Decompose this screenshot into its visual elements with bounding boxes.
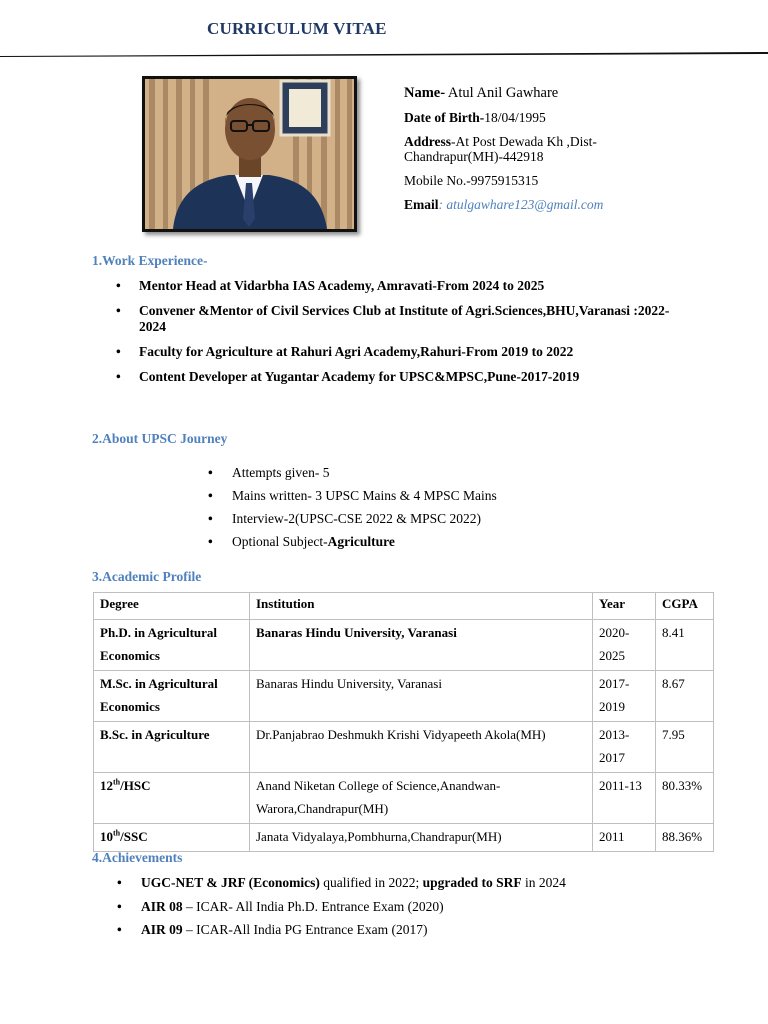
personal-details: [404, 86, 734, 221]
list-item: • Faculty for Agriculture at Rahuri Agri Academy,Rahuri-From 2019 to 2022: [116, 344, 676, 360]
column-header: Year: [593, 593, 656, 620]
institution-cell: Janata Vidyalaya,Pombhurna,Chandrapur(MH): [250, 824, 593, 852]
degree-cell: 10th/SSC: [94, 824, 250, 852]
institution-cell: Banaras Hindu University, Varanasi: [250, 671, 593, 722]
list-item: • Attempts given- 5: [208, 465, 628, 488]
name-value: Atul Anil Gawhare: [445, 85, 559, 101]
profile-photo: [142, 76, 357, 232]
year-cell: 2011-13: [593, 773, 656, 824]
address-value: -At Post Dewada Kh ,Dist-Chandrapur(MH)-442918: [404, 134, 597, 164]
list-item: • AIR 08 – ICAR- All India Ph.D. Entrance Exam (2020): [117, 899, 677, 923]
list-item: • UGC-NET & JRF (Economics) qualified in 2022; upgraded to SRF in 2024: [117, 875, 677, 899]
year-cell: 2013-2017: [593, 722, 656, 773]
dob-row: Date of Birth-18/04/1995: [404, 110, 546, 125]
table-header-row: [94, 593, 714, 620]
table-row: [94, 620, 714, 671]
cgpa-cell: 8.41: [656, 620, 714, 671]
achievements-heading: 4.Achievements: [92, 850, 183, 865]
academic-table: [93, 592, 714, 852]
institution-cell: Dr.Panjabrao Deshmukh Krishi Vidyapeeth Akola(MH): [250, 722, 593, 773]
cgpa-cell: 8.67: [656, 671, 714, 722]
table-row: [94, 824, 714, 852]
list-item: • Mentor Head at Vidarbha IAS Academy, Amravati-From 2024 to 2025: [116, 278, 676, 294]
table-row: [94, 671, 714, 722]
mobile-row: Mobile No.-9975915315: [404, 173, 539, 188]
degree-cell: B.Sc. in Agriculture: [94, 722, 250, 773]
upsc-journey-heading: 2.About UPSC Journey: [92, 431, 228, 446]
page-title: CURRICULUM VITAE: [207, 19, 387, 38]
list-item: • Convener &Mentor of Civil Services Club at Institute of Agri.Sciences,BHU,Varanasi :2022-2024: [116, 303, 676, 335]
table-row: [94, 722, 714, 773]
academic-profile-heading: 3.Academic Profile: [92, 569, 202, 584]
column-header: CGPA: [656, 593, 714, 620]
list-item: • AIR 09 – ICAR-All India PG Entrance Exam (2017): [117, 922, 677, 946]
email-link[interactable]: : atulgawhare123@gmail.com: [438, 197, 604, 212]
upsc-journey-list: [208, 465, 628, 557]
cgpa-cell: 88.36%: [656, 824, 714, 852]
institution-cell: Banaras Hindu University, Varanasi: [250, 620, 593, 671]
degree-cell: 12th/HSC: [94, 773, 250, 824]
dob-value: 18/04/1995: [484, 110, 546, 125]
column-header: Degree: [94, 593, 250, 620]
cgpa-cell: 80.33%: [656, 773, 714, 824]
degree-cell: M.Sc. in Agricultural Economics: [94, 671, 250, 722]
email-row: Email: atulgawhare123@gmail.com: [404, 197, 604, 212]
list-item: • Interview-2(UPSC-CSE 2022 & MPSC 2022): [208, 511, 628, 534]
table-row: [94, 773, 714, 824]
work-experience-heading: 1.Work Experience-: [92, 253, 208, 268]
achievements-list: [117, 875, 677, 946]
year-cell: 2020-2025: [593, 620, 656, 671]
institution-cell: Anand Niketan College of Science,Anandwan-Warora,Chandrapur(MH): [250, 773, 593, 824]
degree-cell: Ph.D. in Agricultural Economics: [94, 620, 250, 671]
year-cell: 2017-2019: [593, 671, 656, 722]
list-item: • Content Developer at Yugantar Academy for UPSC&MPSC,Pune-2017-2019: [116, 369, 676, 385]
column-header: Institution: [250, 593, 593, 620]
cgpa-cell: 7.95: [656, 722, 714, 773]
header-divider: [0, 51, 768, 57]
name-row: Name- Atul Anil Gawhare: [404, 85, 559, 101]
optional-subject: Agriculture: [327, 534, 395, 549]
address-row: Address-At Post Dewada Kh ,Dist-Chandrapur(MH)-442918: [404, 134, 597, 164]
work-experience-list: [116, 278, 676, 394]
list-item: • Mains written- 3 UPSC Mains & 4 MPSC Mains: [208, 488, 628, 511]
list-item: • Optional Subject-Agriculture: [208, 534, 628, 557]
year-cell: 2011: [593, 824, 656, 852]
